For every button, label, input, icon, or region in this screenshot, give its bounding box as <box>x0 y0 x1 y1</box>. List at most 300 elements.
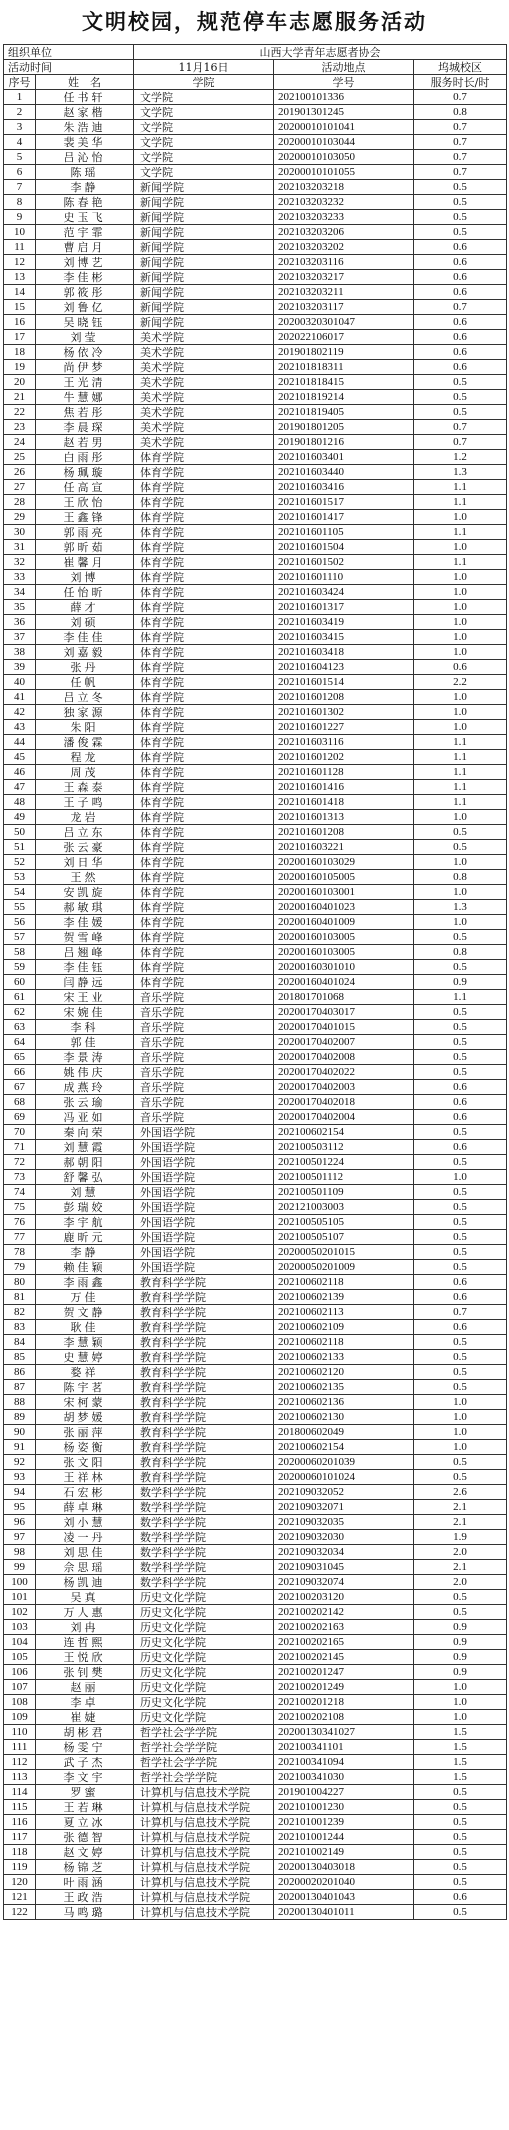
volunteer-name: 贺雪峰 <box>36 930 134 945</box>
table-row <box>4 540 507 555</box>
service-hours: 1.0 <box>414 1440 507 1455</box>
service-hours: 0.5 <box>414 840 507 855</box>
org-row <box>4 45 507 60</box>
table-row <box>4 1275 507 1290</box>
service-hours: 2.1 <box>414 1515 507 1530</box>
row-number: 49 <box>4 810 36 825</box>
row-number: 35 <box>4 600 36 615</box>
college: 哲学社会学学院 <box>134 1725 274 1740</box>
college: 哲学社会学学院 <box>134 1755 274 1770</box>
student-id: 202022106017 <box>274 330 414 345</box>
row-number: 3 <box>4 120 36 135</box>
volunteer-table <box>3 44 507 1920</box>
service-hours: 1.3 <box>414 465 507 480</box>
service-hours: 0.5 <box>414 405 507 420</box>
service-hours: 1.1 <box>414 555 507 570</box>
place-value: 坞城校区 <box>414 60 507 75</box>
student-id: 20200130401011 <box>274 1905 414 1920</box>
table-row <box>4 1380 507 1395</box>
row-number: 113 <box>4 1770 36 1785</box>
table-row <box>4 1590 507 1605</box>
row-number: 22 <box>4 405 36 420</box>
service-hours: 2.0 <box>414 1545 507 1560</box>
row-number: 52 <box>4 855 36 870</box>
volunteer-name: 张云豪 <box>36 840 134 855</box>
volunteer-name: 张文阳 <box>36 1455 134 1470</box>
row-number: 62 <box>4 1005 36 1020</box>
service-hours: 0.6 <box>414 1080 507 1095</box>
student-id: 201901301245 <box>274 105 414 120</box>
service-hours: 0.6 <box>414 1140 507 1155</box>
table-row <box>4 1650 507 1665</box>
college: 体育学院 <box>134 705 274 720</box>
row-number: 106 <box>4 1665 36 1680</box>
service-hours: 0.5 <box>414 930 507 945</box>
student-id: 202100505107 <box>274 1230 414 1245</box>
table-row <box>4 1695 507 1710</box>
student-id: 20200320301047 <box>274 315 414 330</box>
student-id: 202100602113 <box>274 1305 414 1320</box>
student-id: 202103203233 <box>274 210 414 225</box>
service-hours: 0.5 <box>414 1815 507 1830</box>
service-hours: 0.9 <box>414 1620 507 1635</box>
table-row <box>4 90 507 105</box>
student-id: 202101601416 <box>274 780 414 795</box>
service-hours: 0.5 <box>414 825 507 840</box>
college: 新闻学院 <box>134 285 274 300</box>
table-row <box>4 825 507 840</box>
row-number: 12 <box>4 255 36 270</box>
student-id: 202103203202 <box>274 240 414 255</box>
service-hours: 1.2 <box>414 450 507 465</box>
volunteer-name: 陈宇茗 <box>36 1380 134 1395</box>
service-hours: 0.8 <box>414 105 507 120</box>
college: 体育学院 <box>134 795 274 810</box>
service-hours: 0.6 <box>414 285 507 300</box>
student-id: 202100101336 <box>274 90 414 105</box>
volunteer-name: 舒馨弘 <box>36 1170 134 1185</box>
student-id: 20200170402008 <box>274 1050 414 1065</box>
service-hours: 0.6 <box>414 240 507 255</box>
row-number: 26 <box>4 465 36 480</box>
service-hours: 0.5 <box>414 1065 507 1080</box>
student-id: 20200130403018 <box>274 1860 414 1875</box>
header-sid: 学号 <box>274 75 414 90</box>
volunteer-name: 胡彬君 <box>36 1725 134 1740</box>
table-row <box>4 1755 507 1770</box>
college: 体育学院 <box>134 930 274 945</box>
student-id: 202100201218 <box>274 1695 414 1710</box>
service-hours: 0.5 <box>414 1005 507 1020</box>
volunteer-name: 李慧颖 <box>36 1335 134 1350</box>
table-row <box>4 420 507 435</box>
row-number: 9 <box>4 210 36 225</box>
college: 计算机与信息技术学院 <box>134 1905 274 1920</box>
row-number: 107 <box>4 1680 36 1695</box>
college: 计算机与信息技术学院 <box>134 1860 274 1875</box>
service-hours: 0.5 <box>414 1470 507 1485</box>
table-row <box>4 720 507 735</box>
college: 体育学院 <box>134 465 274 480</box>
college: 文学院 <box>134 150 274 165</box>
student-id: 202100341030 <box>274 1770 414 1785</box>
row-number: 6 <box>4 165 36 180</box>
college: 外国语学院 <box>134 1170 274 1185</box>
college: 历史文化学院 <box>134 1710 274 1725</box>
volunteer-name: 张丽萍 <box>36 1425 134 1440</box>
college: 外国语学院 <box>134 1260 274 1275</box>
service-hours: 0.6 <box>414 360 507 375</box>
college: 美术学院 <box>134 345 274 360</box>
student-id: 202101601202 <box>274 750 414 765</box>
service-hours: 1.0 <box>414 585 507 600</box>
volunteer-name: 贺文静 <box>36 1305 134 1320</box>
student-id: 202109032071 <box>274 1500 414 1515</box>
column-header-row <box>4 75 507 90</box>
volunteer-name: 凌一丹 <box>36 1530 134 1545</box>
service-hours: 0.5 <box>414 1785 507 1800</box>
college: 体育学院 <box>134 675 274 690</box>
college: 历史文化学院 <box>134 1680 274 1695</box>
table-row <box>4 330 507 345</box>
volunteer-name: 宋柯蒙 <box>36 1395 134 1410</box>
volunteer-name: 刘博艺 <box>36 255 134 270</box>
volunteer-name: 罗蜜 <box>36 1785 134 1800</box>
college: 数学科学学院 <box>134 1575 274 1590</box>
college: 外国语学院 <box>134 1125 274 1140</box>
college: 音乐学院 <box>134 1110 274 1125</box>
volunteer-name: 杨珮璇 <box>36 465 134 480</box>
row-number: 90 <box>4 1425 36 1440</box>
volunteer-name: 赵家楷 <box>36 105 134 120</box>
table-row <box>4 225 507 240</box>
volunteer-name: 吕沁怡 <box>36 150 134 165</box>
volunteer-name: 程龙 <box>36 750 134 765</box>
row-number: 50 <box>4 825 36 840</box>
volunteer-name: 吕立东 <box>36 825 134 840</box>
college: 数学科学学院 <box>134 1530 274 1545</box>
service-hours: 0.5 <box>414 1380 507 1395</box>
service-hours: 0.7 <box>414 150 507 165</box>
student-id: 202100602136 <box>274 1395 414 1410</box>
service-hours: 0.6 <box>414 1890 507 1905</box>
row-number: 122 <box>4 1905 36 1920</box>
volunteer-name: 刘小慧 <box>36 1515 134 1530</box>
student-id: 20200160105005 <box>274 870 414 885</box>
student-id: 202101001244 <box>274 1830 414 1845</box>
student-id: 20200160103001 <box>274 885 414 900</box>
service-hours: 0.5 <box>414 1260 507 1275</box>
college: 教育科学学院 <box>134 1365 274 1380</box>
service-hours: 1.1 <box>414 795 507 810</box>
service-hours: 1.3 <box>414 900 507 915</box>
student-id: 202103203116 <box>274 255 414 270</box>
table-row <box>4 405 507 420</box>
table-row <box>4 1230 507 1245</box>
volunteer-name: 刘鲁亿 <box>36 300 134 315</box>
row-number: 41 <box>4 690 36 705</box>
student-id: 202109032074 <box>274 1575 414 1590</box>
college: 体育学院 <box>134 585 274 600</box>
volunteer-name: 杨锦芝 <box>36 1860 134 1875</box>
volunteer-name: 张德智 <box>36 1830 134 1845</box>
service-hours: 1.5 <box>414 1755 507 1770</box>
student-id: 202101601502 <box>274 555 414 570</box>
row-number: 116 <box>4 1815 36 1830</box>
college: 音乐学院 <box>134 1005 274 1020</box>
row-number: 88 <box>4 1395 36 1410</box>
table-row <box>4 765 507 780</box>
college: 新闻学院 <box>134 210 274 225</box>
row-number: 47 <box>4 780 36 795</box>
table-row <box>4 870 507 885</box>
college: 体育学院 <box>134 480 274 495</box>
service-hours: 0.9 <box>414 1635 507 1650</box>
table-row <box>4 1665 507 1680</box>
row-number: 21 <box>4 390 36 405</box>
table-row <box>4 1605 507 1620</box>
college: 体育学院 <box>134 915 274 930</box>
college: 计算机与信息技术学院 <box>134 1845 274 1860</box>
volunteer-name: 白雨彤 <box>36 450 134 465</box>
college: 体育学院 <box>134 765 274 780</box>
service-hours: 1.0 <box>414 1680 507 1695</box>
volunteer-name: 刘慧霞 <box>36 1140 134 1155</box>
table-row <box>4 1080 507 1095</box>
student-id: 202109031045 <box>274 1560 414 1575</box>
college: 美术学院 <box>134 435 274 450</box>
service-hours: 0.6 <box>414 1095 507 1110</box>
table-row <box>4 195 507 210</box>
student-id: 202101601514 <box>274 675 414 690</box>
service-hours: 2.1 <box>414 1500 507 1515</box>
volunteer-name: 杨雯宁 <box>36 1740 134 1755</box>
row-number: 43 <box>4 720 36 735</box>
volunteer-name: 王森泰 <box>36 780 134 795</box>
volunteer-name: 郭昕茹 <box>36 540 134 555</box>
table-row <box>4 510 507 525</box>
volunteer-name: 李雨鑫 <box>36 1275 134 1290</box>
row-number: 66 <box>4 1065 36 1080</box>
student-id: 202101601504 <box>274 540 414 555</box>
student-id: 202101603221 <box>274 840 414 855</box>
row-number: 121 <box>4 1890 36 1905</box>
volunteer-name: 李静 <box>36 1245 134 1260</box>
service-hours: 1.0 <box>414 810 507 825</box>
table-row <box>4 1485 507 1500</box>
volunteer-name: 李卓 <box>36 1695 134 1710</box>
table-row <box>4 1185 507 1200</box>
volunteer-name: 王祥林 <box>36 1470 134 1485</box>
college: 外国语学院 <box>134 1200 274 1215</box>
service-hours: 0.5 <box>414 1845 507 1860</box>
row-number: 115 <box>4 1800 36 1815</box>
service-hours: 0.5 <box>414 180 507 195</box>
service-hours: 1.1 <box>414 780 507 795</box>
row-number: 14 <box>4 285 36 300</box>
student-id: 202100501224 <box>274 1155 414 1170</box>
service-hours: 0.6 <box>414 255 507 270</box>
row-number: 39 <box>4 660 36 675</box>
table-row <box>4 1035 507 1050</box>
place-label: 活动地点 <box>274 60 414 75</box>
service-hours: 0.5 <box>414 1035 507 1050</box>
student-id: 20200160401024 <box>274 975 414 990</box>
volunteer-name: 史慧婷 <box>36 1350 134 1365</box>
student-id: 202109032030 <box>274 1530 414 1545</box>
college: 体育学院 <box>134 495 274 510</box>
volunteer-name: 吴真 <box>36 1590 134 1605</box>
volunteer-name: 潘俊霖 <box>36 735 134 750</box>
college: 音乐学院 <box>134 1065 274 1080</box>
table-row <box>4 345 507 360</box>
table-row <box>4 1785 507 1800</box>
college: 音乐学院 <box>134 990 274 1005</box>
row-number: 61 <box>4 990 36 1005</box>
table-row <box>4 1455 507 1470</box>
volunteer-name: 王然 <box>36 870 134 885</box>
college: 体育学院 <box>134 960 274 975</box>
college: 美术学院 <box>134 360 274 375</box>
college: 外国语学院 <box>134 1245 274 1260</box>
college: 体育学院 <box>134 540 274 555</box>
volunteer-name: 李景涛 <box>36 1050 134 1065</box>
service-hours: 1.0 <box>414 720 507 735</box>
volunteer-name: 刘博 <box>36 570 134 585</box>
table-row <box>4 585 507 600</box>
service-hours: 0.9 <box>414 975 507 990</box>
student-id: 202101601208 <box>274 690 414 705</box>
student-id: 20200170402003 <box>274 1080 414 1095</box>
volunteer-name: 王政浩 <box>36 1890 134 1905</box>
college: 体育学院 <box>134 555 274 570</box>
row-number: 27 <box>4 480 36 495</box>
service-hours: 1.1 <box>414 525 507 540</box>
student-id: 201901801216 <box>274 435 414 450</box>
row-number: 83 <box>4 1320 36 1335</box>
volunteer-name: 李佳媛 <box>36 915 134 930</box>
volunteer-name: 耿佳 <box>36 1320 134 1335</box>
table-row <box>4 1545 507 1560</box>
table-row <box>4 675 507 690</box>
row-number: 82 <box>4 1305 36 1320</box>
row-number: 7 <box>4 180 36 195</box>
college: 历史文化学院 <box>134 1590 274 1605</box>
row-number: 48 <box>4 795 36 810</box>
college: 计算机与信息技术学院 <box>134 1800 274 1815</box>
college: 历史文化学院 <box>134 1605 274 1620</box>
table-row <box>4 1200 507 1215</box>
student-id: 202101604123 <box>274 660 414 675</box>
volunteer-name: 朱浩迪 <box>36 120 134 135</box>
row-number: 53 <box>4 870 36 885</box>
volunteer-name: 秦向荣 <box>36 1125 134 1140</box>
row-number: 111 <box>4 1740 36 1755</box>
service-hours: 0.5 <box>414 960 507 975</box>
service-hours: 0.7 <box>414 90 507 105</box>
student-id: 202101601418 <box>274 795 414 810</box>
row-number: 98 <box>4 1545 36 1560</box>
student-id: 201901801205 <box>274 420 414 435</box>
service-hours: 1.0 <box>414 1710 507 1725</box>
student-id: 202100341101 <box>274 1740 414 1755</box>
service-hours: 0.7 <box>414 135 507 150</box>
table-row <box>4 450 507 465</box>
table-row <box>4 1830 507 1845</box>
college: 体育学院 <box>134 885 274 900</box>
row-number: 76 <box>4 1215 36 1230</box>
college: 美术学院 <box>134 390 274 405</box>
table-row <box>4 1095 507 1110</box>
row-number: 87 <box>4 1380 36 1395</box>
student-id: 202101601105 <box>274 525 414 540</box>
table-row <box>4 615 507 630</box>
student-id: 201800602049 <box>274 1425 414 1440</box>
college: 教育科学学院 <box>134 1440 274 1455</box>
college: 新闻学院 <box>134 180 274 195</box>
student-id: 202101603116 <box>274 735 414 750</box>
table-row <box>4 1125 507 1140</box>
college: 音乐学院 <box>134 1020 274 1035</box>
service-hours: 2.0 <box>414 1575 507 1590</box>
table-row <box>4 1215 507 1230</box>
college: 计算机与信息技术学院 <box>134 1830 274 1845</box>
volunteer-name: 李文宇 <box>36 1770 134 1785</box>
student-id: 202100501109 <box>274 1185 414 1200</box>
header-name: 姓 名 <box>36 75 134 90</box>
college: 体育学院 <box>134 690 274 705</box>
table-row <box>4 285 507 300</box>
college: 计算机与信息技术学院 <box>134 1785 274 1800</box>
org-value: 山西大学青年志愿者协会 <box>134 45 507 60</box>
volunteer-name: 刘思佳 <box>36 1545 134 1560</box>
college: 外国语学院 <box>134 1140 274 1155</box>
table-row <box>4 135 507 150</box>
volunteer-name: 李静 <box>36 180 134 195</box>
service-hours: 1.0 <box>414 885 507 900</box>
college: 美术学院 <box>134 375 274 390</box>
table-row <box>4 315 507 330</box>
student-id: 20200170401015 <box>274 1020 414 1035</box>
row-number: 30 <box>4 525 36 540</box>
table-row <box>4 1245 507 1260</box>
table-row <box>4 795 507 810</box>
table-row <box>4 990 507 1005</box>
row-number: 60 <box>4 975 36 990</box>
college: 教育科学学院 <box>134 1290 274 1305</box>
college: 新闻学院 <box>134 195 274 210</box>
college: 历史文化学院 <box>134 1695 274 1710</box>
student-id: 202101818415 <box>274 375 414 390</box>
row-number: 80 <box>4 1275 36 1290</box>
row-number: 1 <box>4 90 36 105</box>
college: 外国语学院 <box>134 1185 274 1200</box>
row-number: 23 <box>4 420 36 435</box>
student-id: 202103203232 <box>274 195 414 210</box>
table-row <box>4 1575 507 1590</box>
service-hours: 0.8 <box>414 870 507 885</box>
volunteer-name: 刘日华 <box>36 855 134 870</box>
table-row <box>4 165 507 180</box>
service-hours: 0.5 <box>414 1335 507 1350</box>
service-hours: 0.7 <box>414 165 507 180</box>
student-id: 202100505105 <box>274 1215 414 1230</box>
student-id: 202100602109 <box>274 1320 414 1335</box>
service-hours: 0.5 <box>414 375 507 390</box>
service-hours: 0.6 <box>414 1275 507 1290</box>
student-id: 202101601517 <box>274 495 414 510</box>
college: 文学院 <box>134 90 274 105</box>
